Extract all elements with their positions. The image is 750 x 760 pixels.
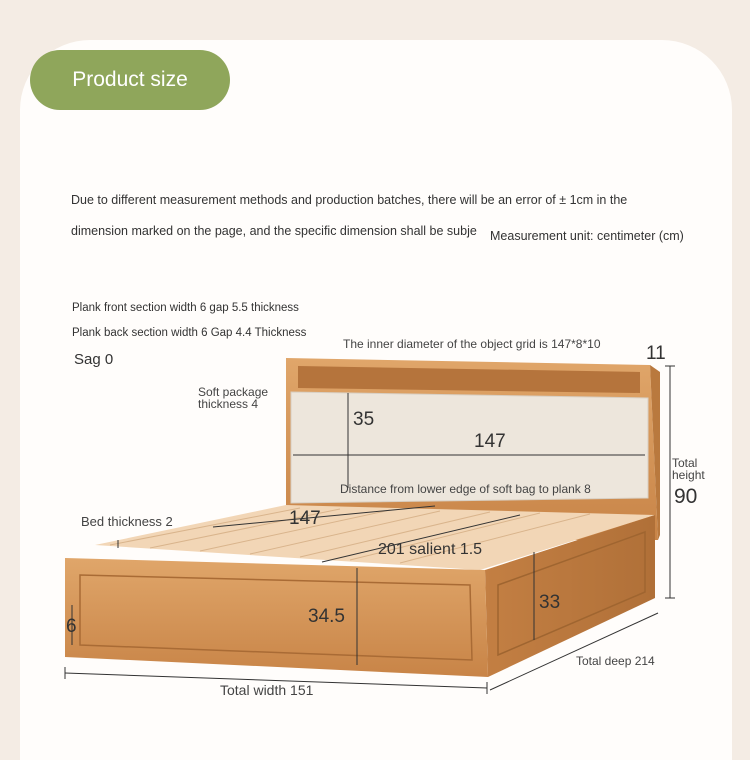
note-line-1: Due to different measurement methods and production batches, there will be an error of ± 1cm in the (71, 193, 628, 207)
total-height-line-2: height (672, 468, 705, 482)
total-height-label (672, 457, 705, 481)
slat-length-label: 201 salient 1.5 (378, 541, 483, 558)
soft-package-label (198, 386, 268, 410)
side-height-label: 33 (539, 592, 561, 613)
frame-height-label: 34.5 (308, 606, 345, 627)
total-height-value: 90 (674, 485, 698, 508)
total-deep-label: Total deep 214 (576, 654, 655, 668)
bed-thickness-label: Bed thickness 2 (81, 514, 173, 529)
soft-bag-gap-label: Distance from lower edge of soft bag to plank 8 (340, 482, 591, 496)
unit-note: Measurement unit: centimeter (cm) (490, 229, 684, 243)
total-height-line-1: Total (672, 456, 698, 470)
cushion-width-label: 147 (474, 431, 506, 452)
spec-back: Plank back section width 6 Gap 4.4 Thickness (72, 327, 307, 339)
total-width-label: Total width 151 (220, 682, 314, 698)
soft-package-line-2: thickness 4 (198, 397, 259, 411)
cushion-height-label: 35 (353, 409, 375, 430)
soft-package-line-1: Soft package (198, 385, 269, 399)
section-title: Product size (30, 50, 230, 110)
spec-sag: Sag 0 (74, 351, 114, 368)
leg-label: 6 (66, 616, 77, 637)
spec-front: Plank front section width 6 gap 5.5 thickness (72, 302, 299, 314)
inner-grid-label: The inner diameter of the object grid is 147*8*10 (343, 337, 601, 351)
grid-depth-label: 11 (646, 343, 666, 364)
note-line-2: dimension marked on the page, and the specific dimension shall be subje (71, 224, 477, 238)
slat-width-label: 147 (289, 508, 321, 529)
